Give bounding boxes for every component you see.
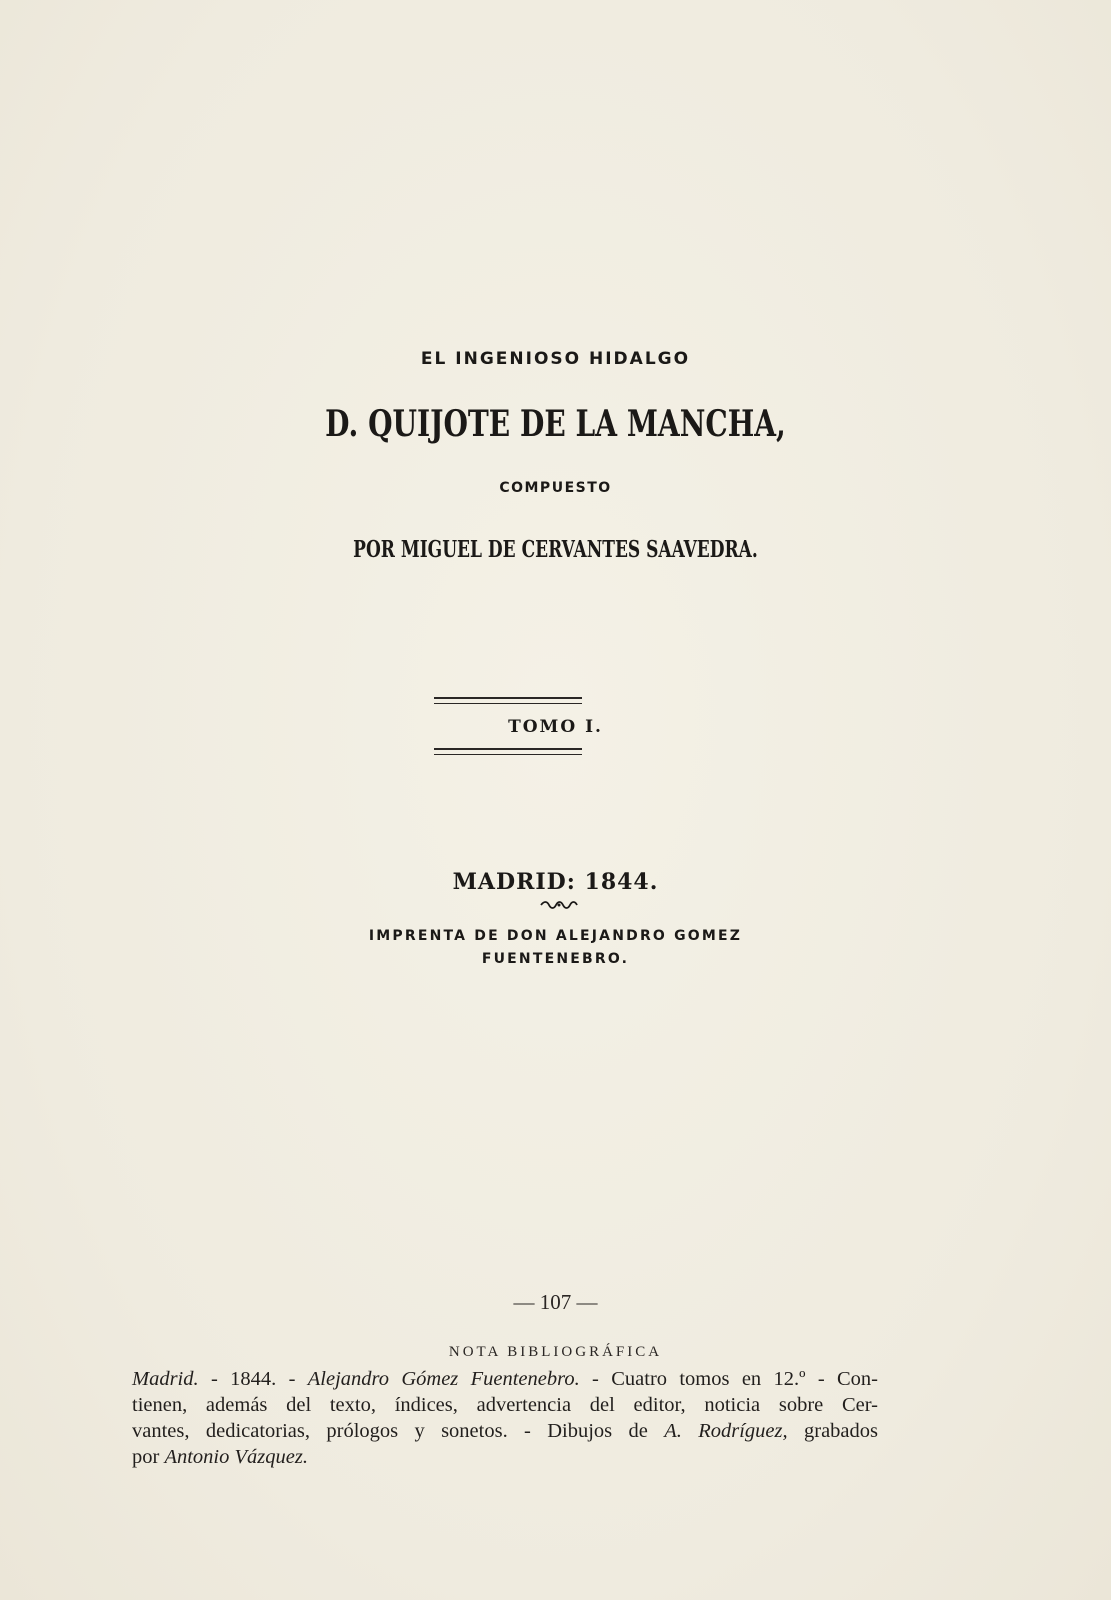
- note-volumes: - Cuatro tomos en 12.º - Con-: [579, 1368, 878, 1390]
- note-contents: vantes, dedicatorias, prólogos y sonetos. - Dibujos de: [132, 1420, 665, 1442]
- compuesto-line: COMPUESTO: [499, 480, 612, 496]
- note-illustrator: A. Rodríguez,: [664, 1420, 788, 1442]
- note-line-4: [132, 1444, 878, 1470]
- note-heading: NOTA BIBLIOGRÁFICA: [448, 1344, 663, 1360]
- page-number: — 107 —: [513, 1290, 598, 1314]
- pre-title: EL INGENIOSO HIDALGO: [420, 349, 691, 369]
- ornament-icon: [539, 901, 579, 909]
- main-title: D. QUIJOTE DE LA MANCHA,: [325, 403, 786, 445]
- note-by: por: [132, 1446, 165, 1468]
- author-line: POR MIGUEL DE CERVANTES SAAVEDRA.: [353, 536, 758, 563]
- note-place: Madrid.: [132, 1368, 199, 1390]
- bibliographic-note: [132, 1366, 878, 1470]
- note-line-1: [132, 1366, 878, 1392]
- note-line-3: [132, 1418, 878, 1444]
- note-engraved: grabados: [787, 1420, 878, 1442]
- note-engraver: Antonio Vázquez.: [164, 1446, 308, 1468]
- double-rule-top: [434, 697, 582, 704]
- printer-line-1: IMPRENTA DE DON ALEJANDRO GOMEZ: [368, 928, 743, 944]
- note-printer: Alejandro Gómez Fuentenebro.: [307, 1368, 580, 1390]
- printer-line-2: FUENTENEBRO.: [481, 951, 630, 967]
- note-line-2: tienen, además del texto, índices, advertencia del editor, noticia sobre Cer-: [132, 1394, 878, 1416]
- note-year: - 1844. -: [198, 1368, 308, 1390]
- double-rule-bottom: [434, 748, 582, 755]
- place-date: MADRID: 1844.: [452, 869, 659, 895]
- volume-label: TOMO I.: [508, 717, 603, 737]
